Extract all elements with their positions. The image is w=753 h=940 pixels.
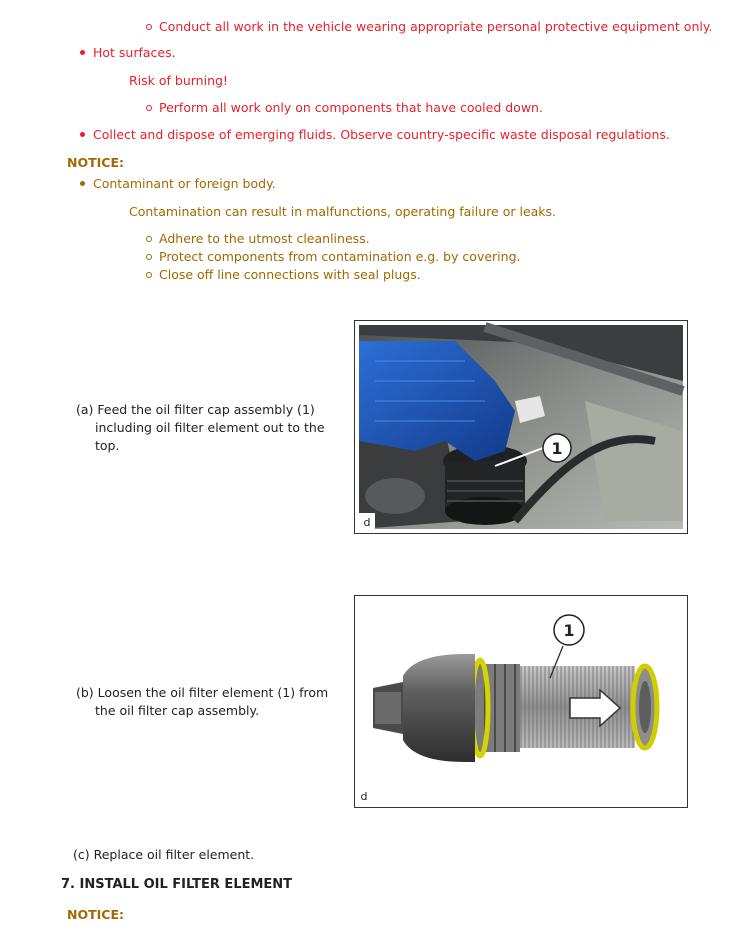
warning-risk: Risk of burning! (129, 73, 228, 88)
warning-item-hot-surfaces (80, 45, 176, 60)
circle-bullet-icon (146, 272, 152, 278)
notice-text: Protect components from contamination e.g. by covering. (159, 249, 521, 264)
bullet-icon (80, 50, 85, 55)
notice-measure (146, 231, 370, 246)
figure-oil-filter-element (354, 595, 688, 808)
circle-bullet-icon (146, 105, 152, 111)
circle-bullet-icon (146, 236, 152, 242)
step-text: the oil filter cap assembly. (95, 703, 260, 718)
callout-number: 1 (563, 621, 575, 640)
bullet-icon (80, 132, 85, 137)
notice-text: Contaminant or foreign body. (93, 176, 276, 191)
notice-measure (146, 249, 521, 264)
warning-text: Conduct all work in the vehicle wearing appropriate personal protective equipment only. (159, 19, 713, 34)
notice-consequence: Contamination can result in malfunctions, operating failure or leaks. (129, 204, 557, 219)
notice-text: Close off line connections with seal plugs. (159, 267, 421, 282)
callout-number: 1 (551, 439, 563, 458)
step-text: including oil filter element out to the (95, 420, 325, 435)
step-text: top. (95, 438, 120, 453)
oil-filter-removal-illustration (355, 321, 687, 533)
step-prefix: (b) (76, 685, 98, 700)
step-a (76, 401, 336, 455)
warning-text: Hot surfaces. (93, 45, 176, 60)
circle-bullet-icon (146, 254, 152, 260)
warning-text: Collect and dispose of emerging fluids. Observe country-specific waste disposal regulations. (93, 127, 670, 142)
notice-label: NOTICE: (67, 907, 124, 922)
oil-filter-element-illustration (355, 596, 687, 807)
step-text: Loosen the oil filter element (1) from (97, 685, 329, 700)
step-b (76, 684, 336, 720)
figure-corner-letter: d (363, 516, 371, 529)
step-c: (c) Replace oil filter element. (73, 847, 255, 862)
warning-text: Perform all work only on components that have cooled down. (159, 100, 543, 115)
circle-bullet-icon (146, 24, 152, 30)
figure-corner-letter: d (360, 790, 368, 803)
notice-label: NOTICE: (67, 155, 124, 170)
warning-item-fluids (80, 127, 670, 142)
section-heading: 7. INSTALL OIL FILTER ELEMENT (61, 877, 293, 892)
warning-sub-item-ppe (146, 19, 712, 34)
notice-item-hazard (80, 176, 276, 191)
notice-text: Adhere to the utmost cleanliness. (159, 231, 370, 246)
step-text: Feed the oil filter cap assembly (1) (97, 402, 315, 417)
step-prefix: (a) (76, 402, 98, 417)
warning-sub-item-cooled (146, 100, 543, 115)
figure-oil-filter-removal (354, 320, 688, 534)
bullet-icon (80, 181, 85, 186)
notice-measure (146, 267, 421, 282)
